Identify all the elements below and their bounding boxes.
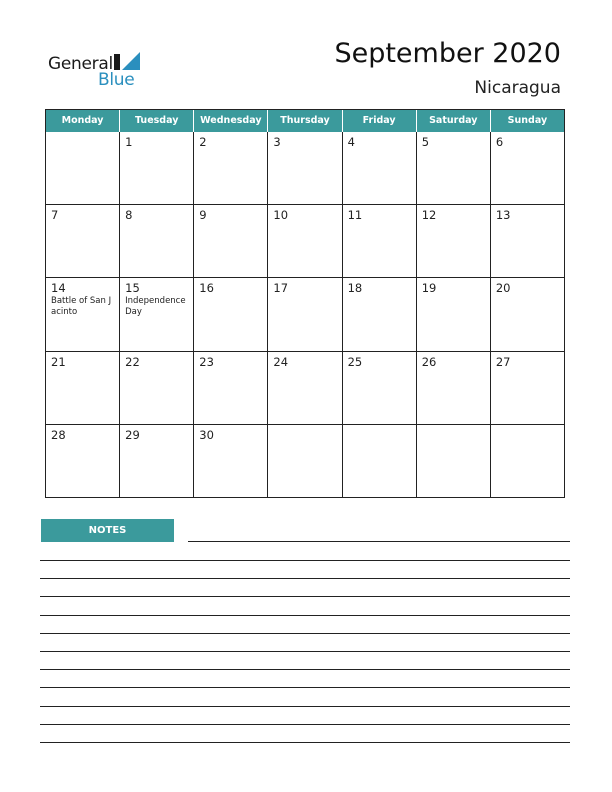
day-cell: [268, 352, 342, 425]
weekday-header: Monday: [46, 110, 120, 132]
day-number: 8: [125, 208, 133, 223]
holiday-label: Battle of San Jacinto: [51, 296, 112, 318]
day-cell: [491, 205, 565, 278]
day-number: 1: [125, 135, 133, 149]
day-cell: [120, 425, 194, 498]
logo-text-general: General: [48, 54, 113, 74]
day-number: 30: [199, 427, 214, 442]
day-number: 2: [199, 135, 207, 149]
weeks-container: [46, 132, 565, 498]
day-number: 5: [421, 135, 430, 149]
weekday-header: Sunday: [491, 110, 565, 132]
notes-line[interactable]: [40, 724, 570, 725]
day-cell: [343, 352, 417, 425]
notes-line[interactable]: [40, 706, 570, 707]
day-number: 3: [273, 135, 281, 149]
day-number: 21: [51, 354, 66, 369]
notes-line[interactable]: [40, 633, 570, 634]
logo-text-blue: Blue: [98, 70, 135, 90]
day-cell: [343, 132, 417, 205]
day-cell: [46, 352, 120, 425]
day-number: 25: [347, 354, 363, 369]
day-number: 7: [51, 208, 59, 223]
day-cell: [46, 425, 120, 498]
day-number: 18: [347, 281, 363, 296]
weekday-header: Friday: [343, 110, 417, 132]
day-cell: [120, 132, 194, 205]
day-cell: [268, 278, 342, 351]
day-cell: [268, 425, 342, 498]
day-number: 23: [199, 354, 214, 369]
day-cell: [491, 352, 565, 425]
weekday-header: Thursday: [268, 110, 342, 132]
notes-label: NOTES: [41, 519, 174, 542]
weekday-header: Wednesday: [194, 110, 268, 132]
day-cell: [120, 205, 194, 278]
day-number: 15: [125, 281, 140, 296]
day-cell: [268, 132, 342, 205]
day-cell: [343, 278, 417, 351]
day-number: 17: [273, 281, 289, 296]
notes-line[interactable]: [40, 596, 570, 597]
day-number: 29: [125, 427, 140, 442]
notes-line[interactable]: [40, 651, 570, 652]
weekday-header-row: [46, 110, 565, 132]
day-cell: [194, 352, 268, 425]
day-number: 27: [495, 354, 511, 369]
day-number: 11: [347, 208, 363, 223]
day-number: 24: [273, 354, 289, 369]
logo-flag-icon: [122, 52, 140, 70]
day-number: 26: [421, 354, 437, 369]
day-cell: [194, 205, 268, 278]
day-cell: [46, 132, 120, 205]
notes-line[interactable]: [40, 560, 570, 561]
day-cell: [343, 425, 417, 498]
day-cell: [268, 205, 342, 278]
day-number: 6: [495, 135, 504, 149]
day-cell: [417, 425, 491, 498]
notes-line[interactable]: [40, 578, 570, 579]
holiday-label: Independence Day: [125, 296, 186, 318]
day-number: 4: [347, 135, 355, 149]
day-number: 19: [421, 281, 437, 296]
day-number: 10: [273, 208, 289, 223]
calendar-grid: [45, 109, 565, 498]
day-cell: [491, 425, 565, 498]
day-cell: [491, 132, 565, 205]
day-number: 14: [51, 281, 66, 296]
day-cell: [491, 278, 565, 351]
logo-flag-pole-icon: [114, 54, 120, 70]
day-cell: [343, 205, 417, 278]
notes-line[interactable]: [40, 669, 570, 670]
day-cell: [194, 132, 268, 205]
day-number: 13: [495, 208, 511, 223]
day-cell: [46, 205, 120, 278]
day-number: 22: [125, 354, 140, 369]
month-title: September 2020: [334, 38, 561, 69]
week-row: [46, 278, 565, 351]
day-number: 16: [199, 281, 214, 296]
country-name: Nicaragua: [474, 78, 561, 98]
day-cell: [120, 352, 194, 425]
week-row: [46, 425, 565, 498]
day-cell: [120, 278, 194, 351]
day-number: 20: [495, 281, 511, 296]
weekday-header: Saturday: [417, 110, 491, 132]
day-cell: [417, 132, 491, 205]
notes-line[interactable]: [40, 742, 570, 743]
day-number: 9: [199, 208, 207, 223]
day-cell: [417, 278, 491, 351]
day-cell: [46, 278, 120, 351]
day-cell: [417, 352, 491, 425]
day-cell: [194, 278, 268, 351]
day-number: 12: [421, 208, 437, 223]
weekday-header: Tuesday: [120, 110, 194, 132]
day-number: 28: [51, 427, 66, 442]
notes-line[interactable]: [188, 541, 570, 542]
notes-line[interactable]: [40, 687, 570, 688]
week-row: [46, 205, 565, 278]
day-cell: [417, 205, 491, 278]
day-cell: [194, 425, 268, 498]
notes-line[interactable]: [40, 615, 570, 616]
week-row: [46, 352, 565, 425]
week-row: [46, 132, 565, 205]
